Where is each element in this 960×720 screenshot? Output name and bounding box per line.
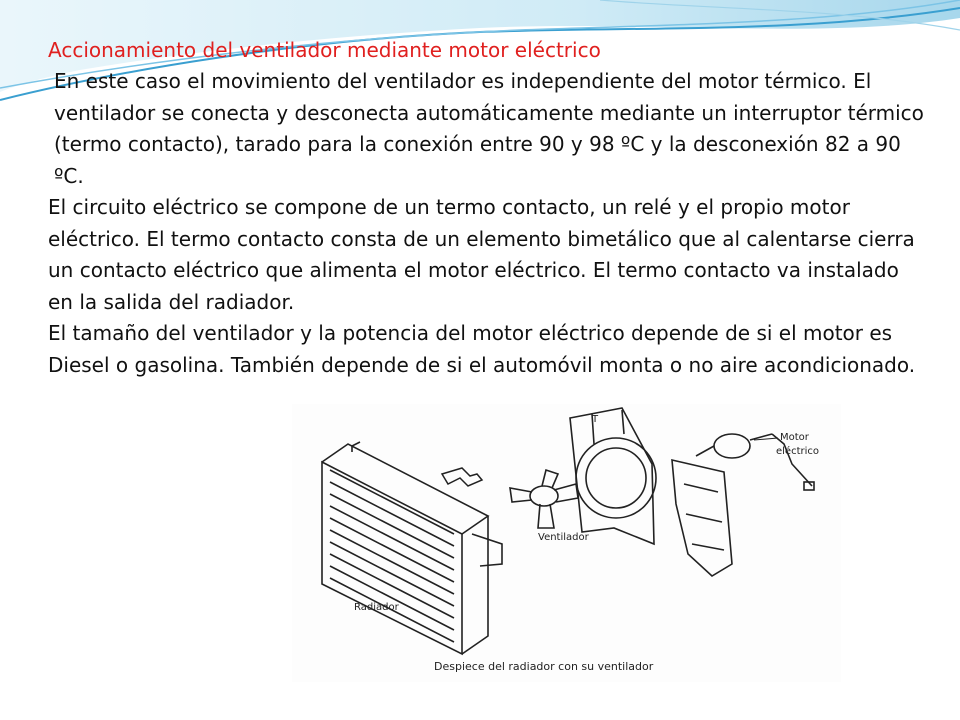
- radiator-fan-exploded-diagram: [292, 404, 841, 682]
- label-motor-line2: eléctrico: [776, 446, 820, 457]
- paragraph-1: En este caso el movimiento del ventilador es independiente del motor térmico. El ventilador se conecta y desconecta automáticamente mediante un interruptor térmico (termo contacto), tarado para la conexión entre 90 y 98 ºC y la desconexión 82 a 90 ºC.: [54, 69, 924, 188]
- paragraph-2: El circuito eléctrico se compone de un termo contacto, un relé y el propio motor eléctrico. El termo contacto consta de un elemento bimetálico que al calentarse cierra un contacto eléctrico que alimenta el motor eléctrico. El termo contacto va instalado en la salida del radiador.: [48, 195, 915, 314]
- fan-drawing: [510, 470, 578, 528]
- paragraph-3: El tamaño del ventilador y la potencia del motor eléctrico depende de si el motor es Diesel o gasolina. También depende de si el automóvil monta o no aire acondicionado.: [48, 321, 916, 377]
- slide-body: [48, 66, 928, 381]
- label-ventilador: Ventilador: [538, 532, 589, 543]
- fan-shroud-drawing: [570, 408, 656, 544]
- label-t: T: [592, 414, 599, 425]
- bracket-drawing: [442, 468, 482, 486]
- label-motor-line1: Motor: [780, 432, 809, 443]
- slide-title: Accionamiento del ventilador mediante motor eléctrico: [48, 38, 601, 62]
- side-panel-drawing: [672, 460, 732, 576]
- figure-caption: Despiece del radiador con su ventilador: [434, 660, 654, 673]
- label-radiador: Radiador: [354, 602, 399, 613]
